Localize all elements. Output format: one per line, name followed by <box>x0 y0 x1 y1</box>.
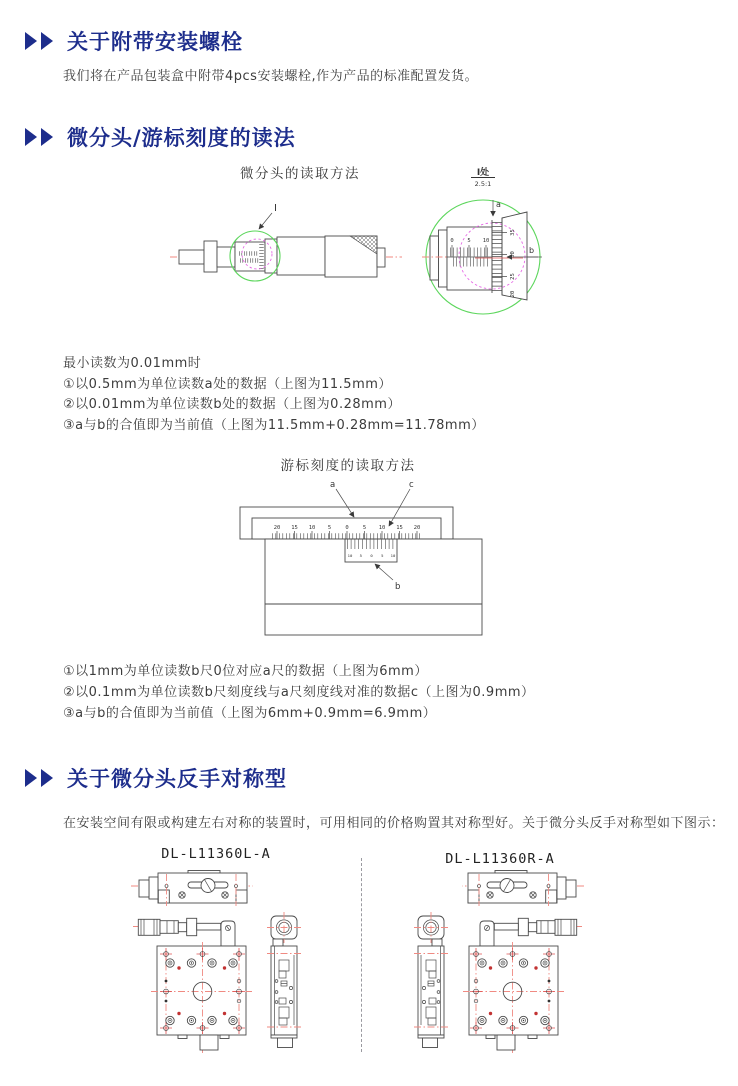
detail-scale: 2.5:1 <box>474 180 492 188</box>
label-b: b <box>395 582 401 592</box>
sleeve-number: 10 <box>482 238 490 244</box>
vernier-number: 0 <box>370 553 373 558</box>
stage-right-figure <box>395 865 615 1080</box>
note-line: ③a与b的合值即为当前值（上图为6mm+0.9mm=6.9mm） <box>63 706 437 721</box>
vernier-number: 5 <box>359 553 362 558</box>
section-symmetric-heading <box>25 763 287 793</box>
main-scale-number: 5 <box>327 525 332 531</box>
main-scale-number: 0 <box>345 525 349 531</box>
left-model-label: DL-L11360L-A <box>161 846 271 862</box>
detail-title: I处 <box>476 168 490 178</box>
main-scale-number: 15 <box>291 525 298 531</box>
figure-divider <box>361 858 362 1052</box>
vernier-figure <box>230 475 510 650</box>
main-scale-number: 15 <box>396 525 403 531</box>
main-scale-number: 10 <box>378 525 386 531</box>
section-reading-title: 微分头/游标刻度的读法 <box>67 126 296 150</box>
heading-arrow-icon <box>25 769 37 787</box>
main-scale-number: 10 <box>308 525 316 531</box>
vernier-figure-subtitle: 游标刻度的读取方法 <box>280 458 416 474</box>
section-reading-heading <box>25 122 296 152</box>
sleeve-number: 5 <box>467 238 471 244</box>
heading-arrow-icon <box>41 128 53 146</box>
micrometer-notes <box>63 354 485 436</box>
vernier-number: 10 <box>390 553 396 558</box>
section-bolts-title: 关于附带安装螺栓 <box>67 30 243 54</box>
note-line: ②以0.1mm为单位读数b尺刻度线与a尺刻度线对准的数据c（上图为0.9mm） <box>63 685 535 700</box>
heading-arrow-icon <box>41 769 53 787</box>
section-symmetric-body: 在安装空间有限或构建左右对称的装置时，可用相同的价格购置其对称型好。关于微分头反手对称型如下图示： <box>63 816 725 831</box>
label-a: a <box>496 200 501 209</box>
note-line: ①以1mm为单位读数b尺0位对应a尺的数据（上图为6mm） <box>63 664 428 679</box>
stage-drawing <box>131 871 301 1054</box>
micrometer-figure-subtitle: 微分头的读取方法 <box>240 166 360 182</box>
vernier-number: 10 <box>347 553 353 558</box>
micrometer-detail-figure <box>420 160 600 330</box>
sleeve-number: 0 <box>450 238 454 244</box>
main-scale <box>272 525 422 539</box>
heading-arrow-icon <box>25 128 37 146</box>
micrometer-side-view-figure <box>140 180 440 330</box>
section-bolts-heading <box>25 26 243 56</box>
label-b: b <box>529 246 535 255</box>
thimble-number: 35 <box>510 229 516 236</box>
heading-arrow-icon <box>25 32 37 50</box>
section-bolts-body: 我们将在产品包装盒中附带4pcs安装螺栓,作为产品的标准配置发货。 <box>63 69 479 84</box>
note-line: ③a与b的合值即为当前值（上图为11.5mm+0.28mm=11.78mm） <box>63 417 485 433</box>
vernier-notes <box>63 661 535 724</box>
thimble-number: 25 <box>510 273 516 280</box>
right-model-label: DL-L11360R-A <box>445 851 555 867</box>
vernier-number: 5 <box>381 553 384 558</box>
thimble-number: 20 <box>510 290 516 298</box>
main-scale-number: 5 <box>362 525 367 531</box>
note-line: ②以0.01mm为单位读数b处的数据（上图为0.28mm） <box>63 397 401 412</box>
stage-left-figure <box>100 865 320 1080</box>
notes-intro: 最小读数为0.01mm时 <box>63 356 202 371</box>
callout-label: I <box>274 203 277 214</box>
main-scale-number: 20 <box>413 525 421 531</box>
thimble-number: 30 <box>510 251 516 258</box>
section-symmetric-title: 关于微分头反手对称型 <box>67 767 287 791</box>
label-a: a <box>330 480 336 490</box>
heading-arrow-icon <box>41 32 53 50</box>
main-scale-number: 20 <box>273 525 281 531</box>
stage-drawing-mirrored <box>414 871 584 1054</box>
label-c: c <box>409 480 414 490</box>
note-line: ①以0.5mm为单位读数a处的数据（上图为11.5mm） <box>63 376 392 392</box>
